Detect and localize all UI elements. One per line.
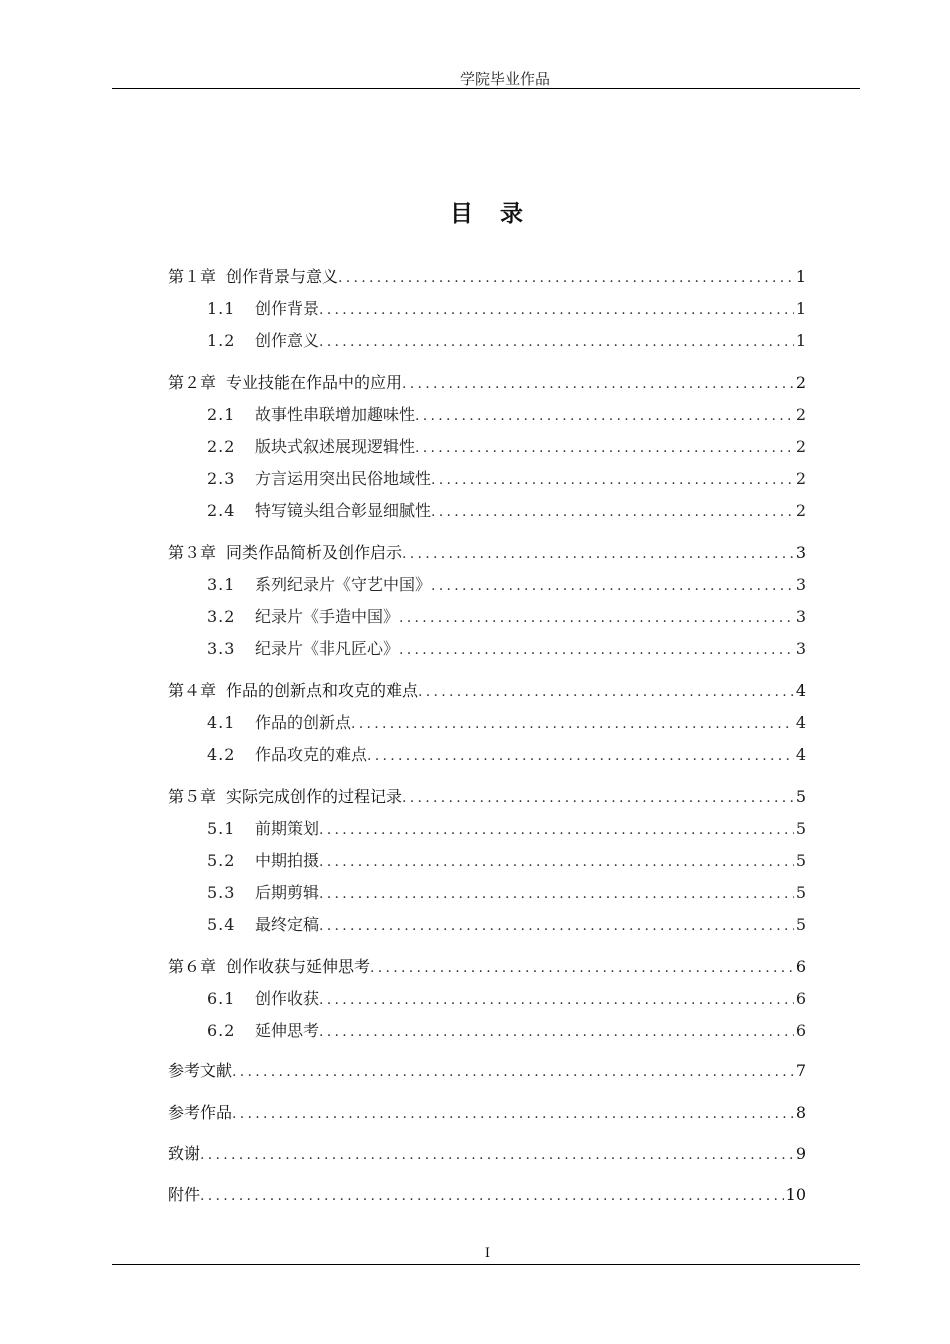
- toc-entry-page: 5: [795, 851, 806, 870]
- toc-entry-title: 参考文献: [168, 1061, 233, 1080]
- dot-leader: [399, 642, 794, 658]
- toc-entry-title: 作品攻克的难点: [255, 745, 368, 764]
- dot-leader: [319, 886, 794, 902]
- toc-entry-page: 2: [795, 373, 806, 392]
- toc-entry-page: 6: [795, 989, 806, 1008]
- toc-entry-page: 10: [785, 1185, 806, 1204]
- toc-entry-number: 3.2: [207, 607, 236, 626]
- toc-entry-page: 2: [795, 437, 806, 456]
- toc-chapter-1[interactable]: [168, 264, 806, 294]
- toc-entry-page: 3: [795, 575, 806, 594]
- toc-entry-number: 第３章: [168, 543, 217, 562]
- toc-section-2-2[interactable]: [168, 434, 806, 464]
- toc-entry-page: 4: [795, 713, 806, 732]
- dot-leader: [319, 1024, 794, 1040]
- dot-leader: [338, 270, 794, 286]
- toc-section-2-1[interactable]: [168, 402, 806, 432]
- dot-leader: [319, 854, 794, 870]
- dot-leader: [319, 334, 794, 350]
- toc-entry-title: 创作收获与延伸思考: [226, 957, 371, 976]
- toc-entry-title: 故事性串联增加趣味性: [255, 405, 416, 424]
- toc-entry-page: 1: [795, 331, 806, 350]
- toc-entry-title: 系列纪录片《守艺中国》: [255, 575, 432, 594]
- toc-entry-page: 5: [795, 915, 806, 934]
- toc-entry-number: 2.4: [207, 501, 236, 520]
- toc-section-3-1[interactable]: [168, 572, 806, 602]
- toc-chapter-3[interactable]: [168, 540, 806, 570]
- toc-entry-page: 2: [795, 405, 806, 424]
- toc-entry-page: 4: [795, 745, 806, 764]
- toc-entry-page: 6: [795, 1021, 806, 1040]
- dot-leader: [319, 992, 794, 1008]
- toc-entry-number: 第６章: [168, 957, 217, 976]
- toc-entry-title: 创作意义: [255, 331, 320, 350]
- dot-leader: [399, 610, 794, 626]
- toc-section-3-2[interactable]: [168, 604, 806, 634]
- toc-chapter-5[interactable]: [168, 784, 806, 814]
- toc-reference-works[interactable]: [168, 1100, 806, 1130]
- toc-section-5-3[interactable]: [168, 880, 806, 910]
- dot-leader: [431, 578, 794, 594]
- toc-entry-number: 4.1: [207, 713, 236, 732]
- toc-entry-number: 5.4: [207, 915, 236, 934]
- toc-section-5-1[interactable]: [168, 816, 806, 846]
- dot-leader: [415, 440, 794, 456]
- dot-leader: [418, 684, 794, 700]
- dot-leader: [319, 918, 794, 934]
- toc-entry-title: 中期拍摄: [255, 851, 320, 870]
- toc-section-2-3[interactable]: [168, 466, 806, 496]
- toc-entry-page: 3: [795, 543, 806, 562]
- toc-entry-title: 最终定稿: [255, 915, 320, 934]
- page-number: I: [484, 1246, 491, 1261]
- toc-entry-title: 同类作品简析及创作启示: [226, 543, 403, 562]
- toc-entry-number: 第１章: [168, 267, 217, 286]
- footer-divider: [112, 1264, 860, 1265]
- toc-entry-title: 创作背景: [255, 299, 320, 318]
- toc-title: 目 录: [450, 201, 525, 227]
- dot-leader: [367, 748, 794, 764]
- toc-entry-page: 4: [795, 681, 806, 700]
- dot-leader: [431, 504, 794, 520]
- toc-entry-title: 参考作品: [168, 1103, 233, 1122]
- toc-section-4-2[interactable]: [168, 742, 806, 772]
- toc-entry-number: 第４章: [168, 681, 217, 700]
- toc-entry-page: 3: [795, 639, 806, 658]
- toc-entry-number: 1.2: [207, 331, 236, 350]
- dot-leader: [319, 822, 794, 838]
- toc-entry-number: 5.3: [207, 883, 236, 902]
- dot-leader: [319, 302, 794, 318]
- toc-acknowledgements[interactable]: [168, 1141, 806, 1171]
- toc-section-1-1[interactable]: [168, 296, 806, 326]
- toc-entry-page: 2: [795, 469, 806, 488]
- toc-entry-page: 5: [795, 819, 806, 838]
- toc-entry-number: 第２章: [168, 373, 217, 392]
- toc-entry-title: 致谢: [168, 1144, 201, 1163]
- header-divider: [112, 88, 860, 89]
- toc-entry-number: 1.1: [207, 299, 236, 318]
- dot-leader: [351, 716, 794, 732]
- toc-entry-page: 5: [795, 883, 806, 902]
- toc-entry-number: 6.2: [207, 1021, 236, 1040]
- dot-leader: [200, 1188, 784, 1204]
- dot-leader: [402, 546, 794, 562]
- toc-entry-page: 6: [795, 957, 806, 976]
- toc-entry-number: 第５章: [168, 787, 217, 806]
- toc-chapter-6[interactable]: [168, 954, 806, 984]
- toc-chapter-4[interactable]: [168, 678, 806, 708]
- dot-leader: [402, 790, 794, 806]
- toc-entry-title: 专业技能在作品中的应用: [226, 373, 403, 392]
- toc-entry-page: 5: [795, 787, 806, 806]
- toc-section-5-4[interactable]: [168, 912, 806, 942]
- toc-entry-title: 创作收获: [255, 989, 320, 1008]
- toc-entry-number: 3.1: [207, 575, 236, 594]
- toc-entry-number: 2.3: [207, 469, 236, 488]
- toc-entry-title: 创作背景与意义: [226, 267, 339, 286]
- toc-entry-page: 8: [795, 1103, 806, 1122]
- toc-section-2-4[interactable]: [168, 498, 806, 528]
- toc-entry-number: 6.1: [207, 989, 236, 1008]
- toc-entry-title: 实际完成创作的过程记录: [226, 787, 403, 806]
- toc-section-6-1[interactable]: [168, 986, 806, 1016]
- toc-section-3-3[interactable]: [168, 636, 806, 666]
- dot-leader: [232, 1106, 794, 1122]
- toc-entry-title: 纪录片《手造中国》: [255, 607, 400, 626]
- toc-section-4-1[interactable]: [168, 710, 806, 740]
- toc-appendix[interactable]: [168, 1182, 806, 1212]
- toc-section-6-2[interactable]: [168, 1018, 806, 1048]
- toc-entry-title: 附件: [168, 1185, 201, 1204]
- toc-entry-page: 9: [795, 1144, 806, 1163]
- toc-entry-title: 版块式叙述展现逻辑性: [255, 437, 416, 456]
- toc-entry-title: 前期策划: [255, 819, 320, 838]
- toc-section-5-2[interactable]: [168, 848, 806, 878]
- toc-entry-title: 作品的创新点: [255, 713, 352, 732]
- toc-entry-title: 方言运用突出民俗地域性: [255, 469, 432, 488]
- dot-leader: [370, 960, 794, 976]
- toc-entry-page: 7: [795, 1061, 806, 1080]
- toc-chapter-2[interactable]: [168, 370, 806, 400]
- toc-entry-page: 3: [795, 607, 806, 626]
- toc-entry-title: 特写镜头组合彰显细腻性: [255, 501, 432, 520]
- toc-entry-title: 作品的创新点和攻克的难点: [226, 681, 419, 700]
- toc-entry-number: 3.3: [207, 639, 236, 658]
- dot-leader: [431, 472, 794, 488]
- toc-entry-title: 纪录片《非凡匠心》: [255, 639, 400, 658]
- dot-leader: [200, 1147, 794, 1163]
- toc-section-1-2[interactable]: [168, 328, 806, 358]
- toc-entry-page: 2: [795, 501, 806, 520]
- toc-references[interactable]: [168, 1058, 806, 1088]
- toc-entry-number: 4.2: [207, 745, 236, 764]
- page-header-title: 学院毕业作品: [459, 70, 550, 88]
- toc-entry-page: 1: [795, 299, 806, 318]
- toc-entry-number: 2.2: [207, 437, 236, 456]
- dot-leader: [402, 376, 794, 392]
- dot-leader: [232, 1064, 794, 1080]
- toc-entry-title: 后期剪辑: [255, 883, 320, 902]
- toc-entry-number: 5.2: [207, 851, 236, 870]
- toc-entry-number: 2.1: [207, 405, 236, 424]
- toc-entry-title: 延伸思考: [255, 1021, 320, 1040]
- dot-leader: [415, 408, 794, 424]
- toc-entry-page: 1: [795, 267, 806, 286]
- toc-entry-number: 5.1: [207, 819, 236, 838]
